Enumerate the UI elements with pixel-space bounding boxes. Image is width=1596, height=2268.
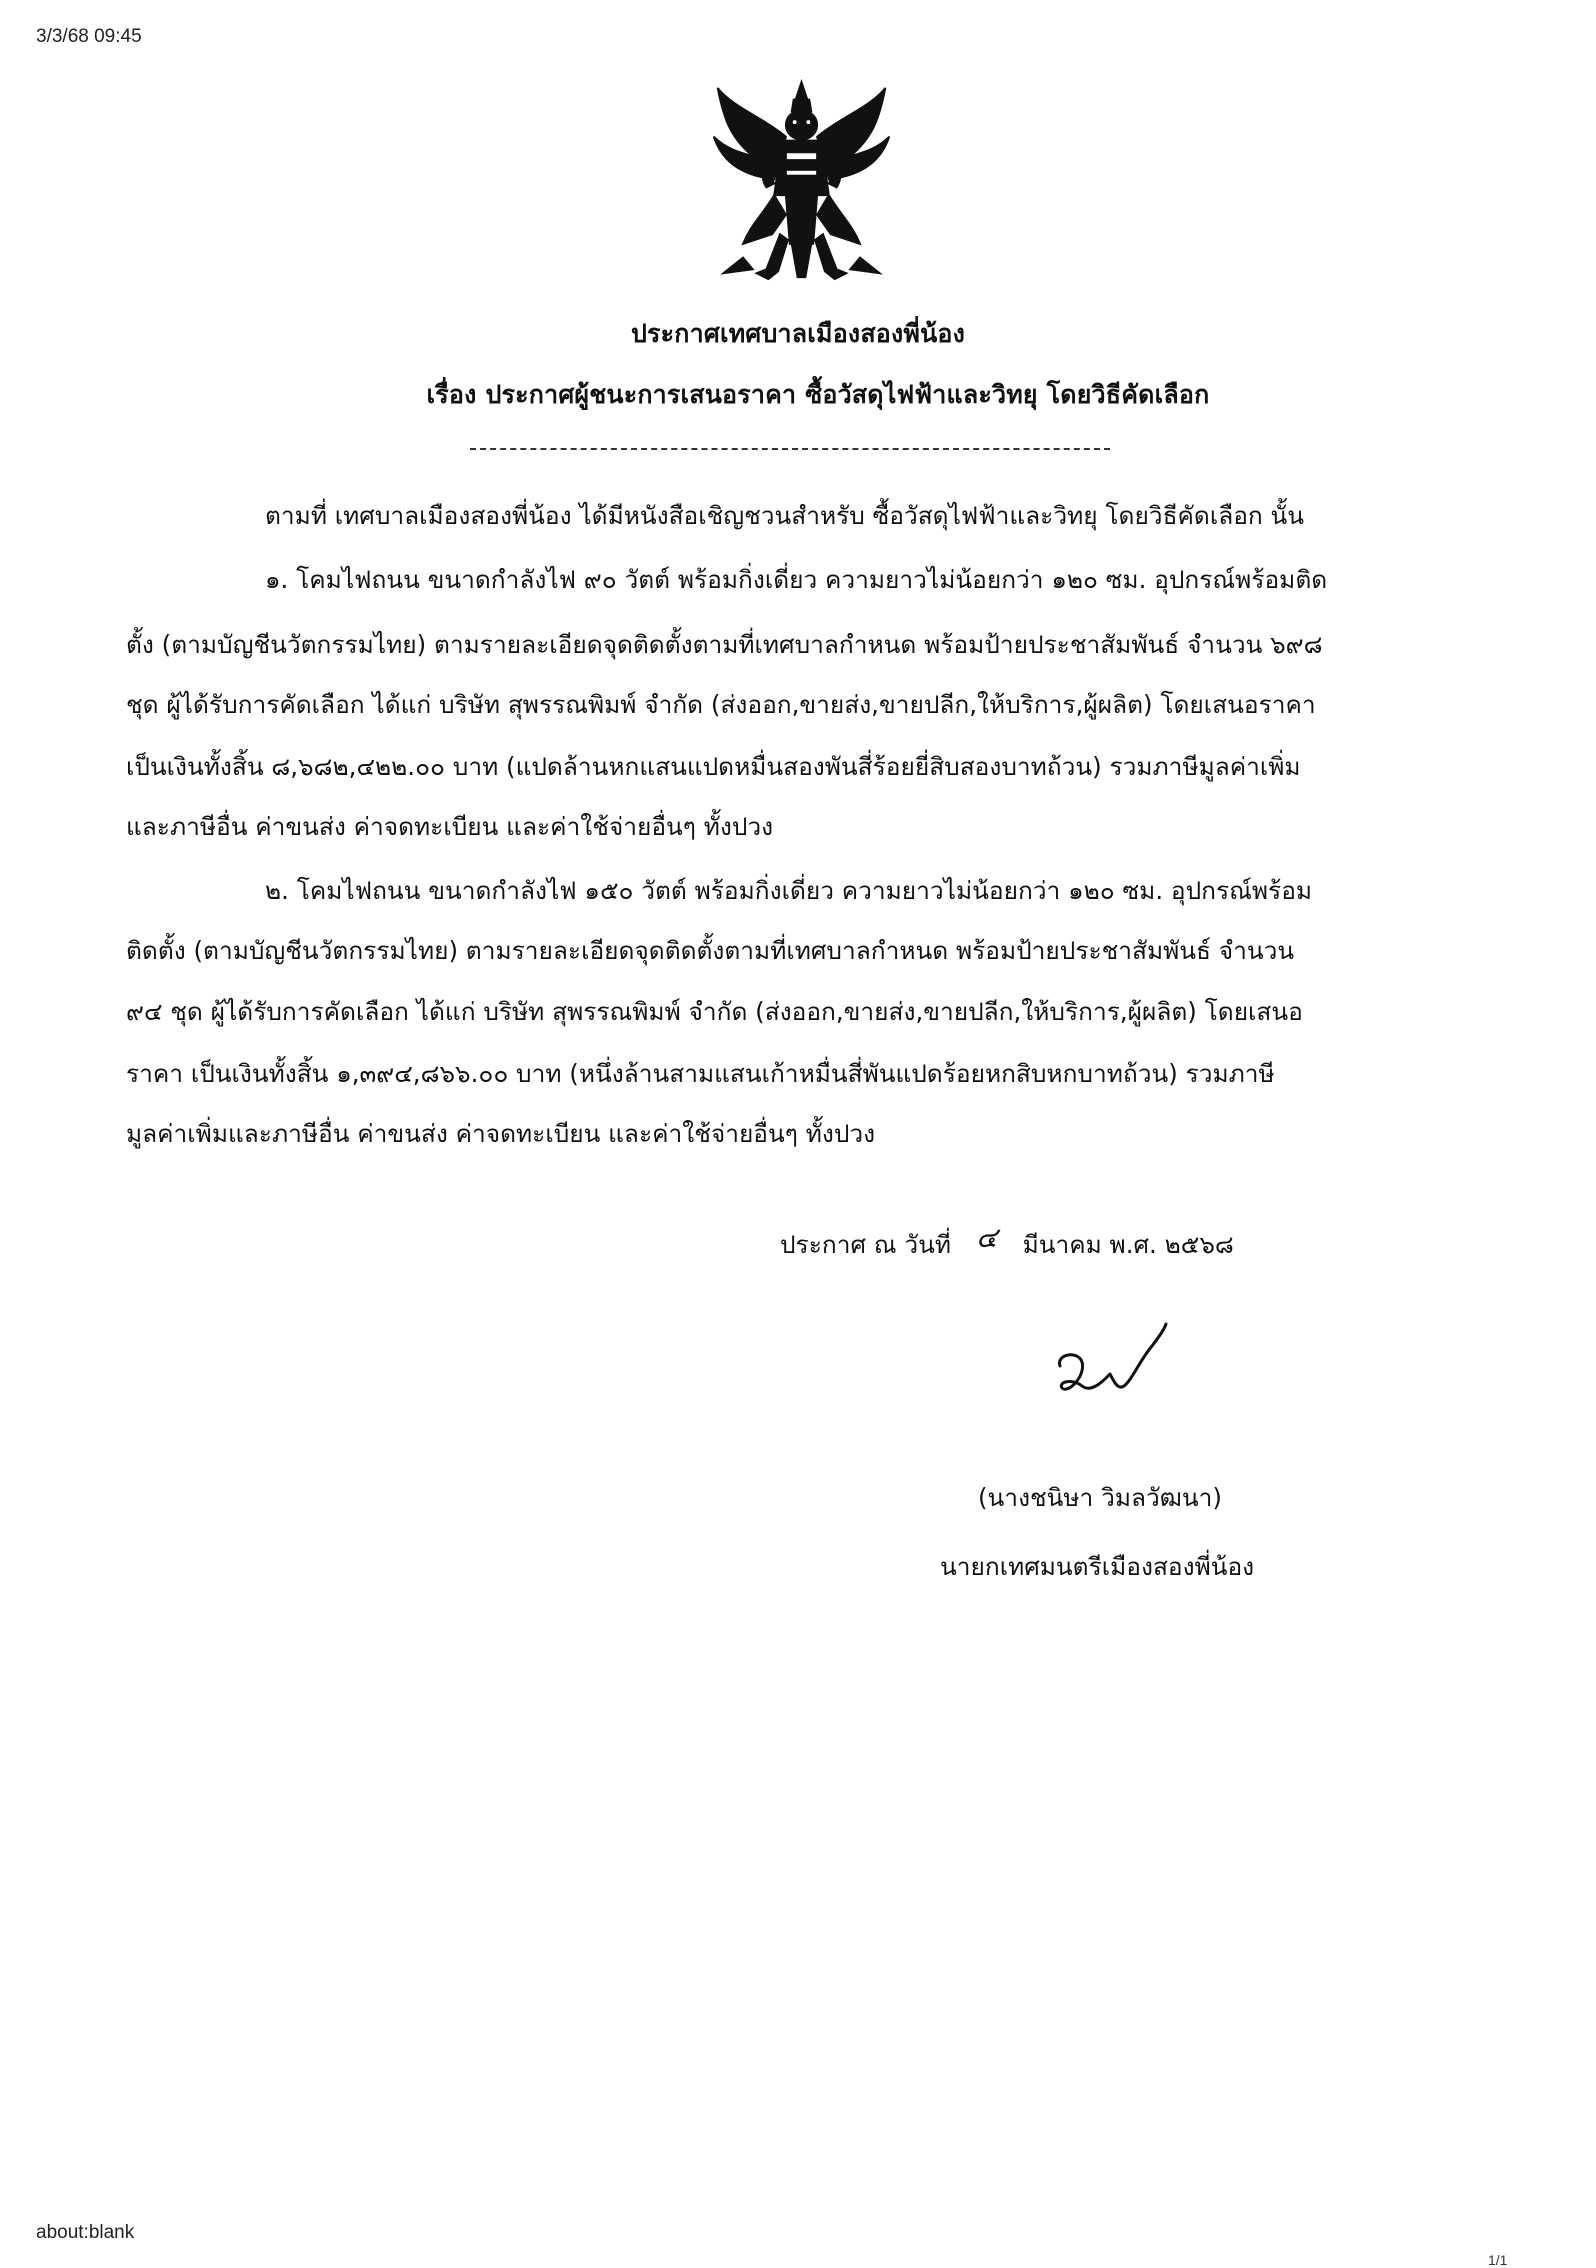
garuda-emblem-icon	[704, 78, 899, 288]
body-line: ราคา เป็นเงินทั้งสิ้น ๑,๓๙๔,๘๖๖.๐๐ บาท (หนึ่งล้านสามแสนเก้าหมื่นสี่พันแปดร้อยหกสิบหกบาทถ้วน) รวมภาษี	[126, 1059, 1275, 1088]
body-line: ๑. โคมไฟถนน ขนาดกำลังไฟ ๙๐ วัตต์ พร้อมกิ่งเดี่ยว ความยาวไม่น้อยกว่า ๑๒๐ ซม. อุปกรณ์พร้อมติด	[265, 565, 1328, 594]
date-day: ๔	[976, 1221, 998, 1254]
announcement-date	[780, 1222, 1234, 1266]
page-number: 1/1	[1488, 2252, 1508, 2268]
dashed-divider	[470, 448, 1110, 450]
body-line: ติดตั้ง (ตามบัญชีนวัตกรรมไทย) ตามรายละเอียดจุดติดตั้งตามที่เทศบาลกำหนด พร้อมป้ายประชาสัมพันธ์ จำนวน	[126, 936, 1295, 965]
handwritten-signature-icon	[1048, 1316, 1188, 1416]
date-prefix: ประกาศ ณ วันที่	[780, 1230, 951, 1259]
body-line: ชุด ผู้ได้รับการคัดเลือก ได้แก่ บริษัท สุพรรณพิมพ์ จำกัด (ส่งออก,ขายส่ง,ขายปลีก,ให้บริการ,ผู้ผลิต) โดยเสนอราคา	[126, 690, 1316, 719]
announcement-subject: เรื่อง ประกาศผู้ชนะการเสนอราคา ซื้อวัสดุไฟฟ้าและวิทยุ โดยวิธีคัดเลือก	[426, 380, 1210, 409]
body-line: ตามที่ เทศบาลเมืองสองพี่น้อง ได้มีหนังสือเชิญชวนสำหรับ ซื้อวัสดุไฟฟ้าและวิทยุ โดยวิธีคัดเลือก นั้น	[265, 501, 1305, 530]
body-line: เป็นเงินทั้งสิ้น ๘,๖๘๒,๔๒๒.๐๐ บาท (แปดล้านหกแสนแปดหมื่นสองพันสี่ร้อยยี่สิบสองบาทถ้วน) รวมภาษีมูลค่าเพิ่ม	[126, 752, 1301, 781]
date-month-year: มีนาคม พ.ศ. ๒๕๖๘	[1022, 1230, 1234, 1259]
body-line: ๒. โคมไฟถนน ขนาดกำลังไฟ ๑๕๐ วัตต์ พร้อมกิ่งเดี่ยว ความยาวไม่น้อยกว่า ๑๒๐ ซม. อุปกรณ์พร้อม	[265, 876, 1313, 905]
body-line: มูลค่าเพิ่มและภาษีอื่น ค่าขนส่ง ค่าจดทะเบียน และค่าใช้จ่ายอื่นๆ ทั้งปวง	[126, 1119, 876, 1148]
announcement-title: ประกาศเทศบาลเมืองสองพี่น้อง	[630, 319, 965, 348]
body-line: ๙๔ ชุด ผู้ได้รับการคัดเลือก ได้แก่ บริษัท สุพรรณพิมพ์ จำกัด (ส่งออก,ขายส่ง,ขายปลีก,ให้บริการ,ผู้ผลิต) โดยเสนอ	[126, 997, 1303, 1026]
signer-name: (นางชนิษา วิมลวัฒนา)	[978, 1483, 1222, 1512]
body-line: ตั้ง (ตามบัญชีนวัตกรรมไทย) ตามรายละเอียดจุดติดตั้งตามที่เทศบาลกำหนด พร้อมป้ายประชาสัมพันธ์ จำนวน ๖๙๘	[126, 630, 1323, 659]
print-footer-url: about:blank	[36, 2222, 135, 2243]
print-header-datetime: 3/3/68 09:45	[36, 26, 142, 47]
signer-position: นายกเทศมนตรีเมืองสองพี่น้อง	[940, 1552, 1255, 1581]
body-line: และภาษีอื่น ค่าขนส่ง ค่าจดทะเบียน และค่าใช้จ่ายอื่นๆ ทั้งปวง	[126, 812, 774, 841]
